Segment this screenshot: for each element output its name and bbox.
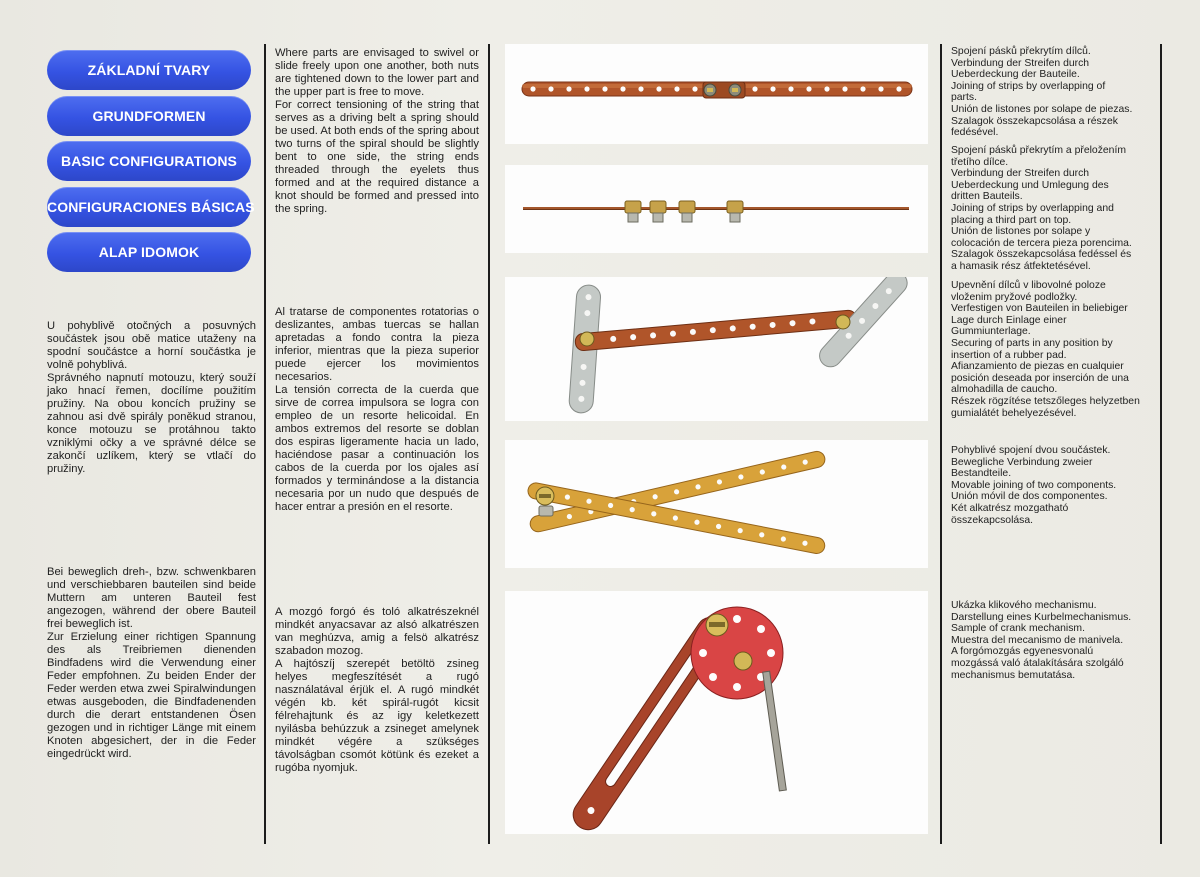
photo-crank-mechanism bbox=[505, 591, 928, 834]
nav-button-english[interactable]: BASIC CONFIGURATIONS bbox=[47, 141, 251, 181]
caption-rubber-pad: Upevnění dílců v libovolné poloze vloženim pryžové podložky. Verfestigen von Bauteilen in beliebiger Lage durch Einlage einer Gummiunterlage. Securing of parts in any position by insertion of a rubber pad. Afianzamiento de piezas en cualquier posición deseada por inserción de una almohadilla de caucho. Részek rögzítése tetszőleges helyzetben gumialátét behelyezésével. bbox=[951, 280, 1140, 419]
column-divider bbox=[488, 44, 490, 844]
photo-rubber-pad bbox=[505, 277, 928, 421]
column-divider bbox=[264, 44, 266, 844]
text-hungarian: A mozgó forgó és toló alkatrészeknél mindkét anyacsavar az alsó alkatrészen van meghúzva, amig a felsö alkatrész szabadon mozog. A hajtószíj szerepét betöltö zsineg helyes megfeszítését a rugó nasználatával érjük el. A rugó mindkét végén kb. két spirál-rugót kicsit félrehajtunk és az igy keletkezett nyilásba behúzzuk a zsineget amelynek mindkét végére a szükséges távolságban csomót kötünk és ezeket a rugóba nyomjuk. bbox=[275, 606, 479, 774]
column-divider bbox=[940, 44, 942, 844]
caption-movable-joint: Pohyblivé spojení dvou součástek. Bewegliche Verbindung zweier Bestandteile. Movable joining of two components. Unión móvil de dos componentes. Két alkatrész mozgatható összekapcsolása. bbox=[951, 445, 1117, 526]
caption-overlap-strips: Spojení pásků překrytím dílců. Verbindung der Streifen durch Ueberdeckung der Bauteile. Joining of strips by overlapping of parts. Unión de listones por solape de piezas. Szalagok összekapcsolása a részek fedésével. bbox=[951, 46, 1133, 139]
photo-overlapping-strips bbox=[505, 44, 928, 144]
nav-button-hungarian[interactable]: ALAP IDOMOK bbox=[47, 232, 251, 272]
nav-button-spanish[interactable]: CONFIGURACIONES BÁSICAS bbox=[47, 187, 251, 227]
text-english: Where parts are envisaged to swivel or slide freely upon one another, both nuts are tightened down to the lower part and the upper part is free to move. For correct tensioning of the string that serves as a driving belt a spring should be used. At both ends of the spring about two turns of the spiral should be slightly bent to one side, the string ends threaded through the eyelets thus formed and at the required distance a knot should be formed and pressed into the spring. bbox=[275, 47, 480, 215]
caption-third-part: Spojení pásků překrytím a přeložením třetího dílce. Verbindung der Streifen durch Ueberdeckung und Umlegung des dritten Bauteils. Joining of strips by overlapping and placing a third part on top. Unión de listones por solape y colocación de tercera pieza porencima. Szalagok összekapcsolása fedéssel és a hamasik rész átfektetésével. bbox=[951, 145, 1132, 272]
photo-movable-joint bbox=[505, 440, 928, 568]
caption-crank: Ukázka klikového mechanismu. Darstellung eines Kurbelmechanismus. Sample of crank mechanism. Muestra del mecanismo de manivela. A forgómozgás egyenesvonalú mozgássá való átalakítására szolgáló mechanismus bemutatása. bbox=[951, 600, 1132, 681]
text-czech: U pohyblivě otočných a posuvných součástek jsou obě matice utaženy na spodní součástce a horní součástka je volně pohyblivá. Správného napnutí motouzu, který souží jako hnací řemen, docílíme použitím pružiny. Na obou koncích pružiny se zahnou asi dvě spirály poněkud stranou, konce motouzu se protáhnou takto vzniklými očky a ve správné délce se zakončí uzlíkem, který se vtlačí do pružiny. bbox=[47, 320, 256, 475]
nav-button-czech[interactable]: ZÁKLADNÍ TVARY bbox=[47, 50, 251, 90]
text-german: Bei beweglich dreh-, bzw. schwenkbaren und verschiebbaren bauteilen sind beide Muttern am unteren Bauteil fest angezogen, während der obere Bauteil frei beweglich ist. Zur Erzielung einer richtigen Spannung des als Treibriemen dienenden Bindfadens wird die Verwendung einer Feder empfohnen. Zu beiden Ender der Feder werden etwa zwei Spiralwindungen etwas ausgeboden, die Bindfadenenden durch die derart entstandenen Ösen gezogen und in richtiger Länge mit einem Knoten abgesichert, der in die Feder eingedrückt wird. bbox=[47, 566, 256, 760]
nav-button-german[interactable]: GRUNDFORMEN bbox=[47, 96, 251, 136]
column-divider bbox=[1160, 44, 1162, 844]
photo-third-part bbox=[505, 165, 928, 253]
text-spanish: Al tratarse de componentes rotatorias o deslizantes, ambas tuercas se hallan apretadas a fondo contra la pieza inferior, mientras que la pieza superior puede ejercer los movimientos necesarios. La tensión correcta de la cuerda que sirve de correa impulsora se logra con empleo de un resorte helicoidal. En ambos extremos del resorte se doblan dos espiras ligeramente hacia un lado, haciéndose pasar a continuación los cabos de la cuerda por los ojales así formados y terminándose a la distancia necesaria por un nudo que después de hacer entrar a presión en el resorte. bbox=[275, 306, 479, 513]
